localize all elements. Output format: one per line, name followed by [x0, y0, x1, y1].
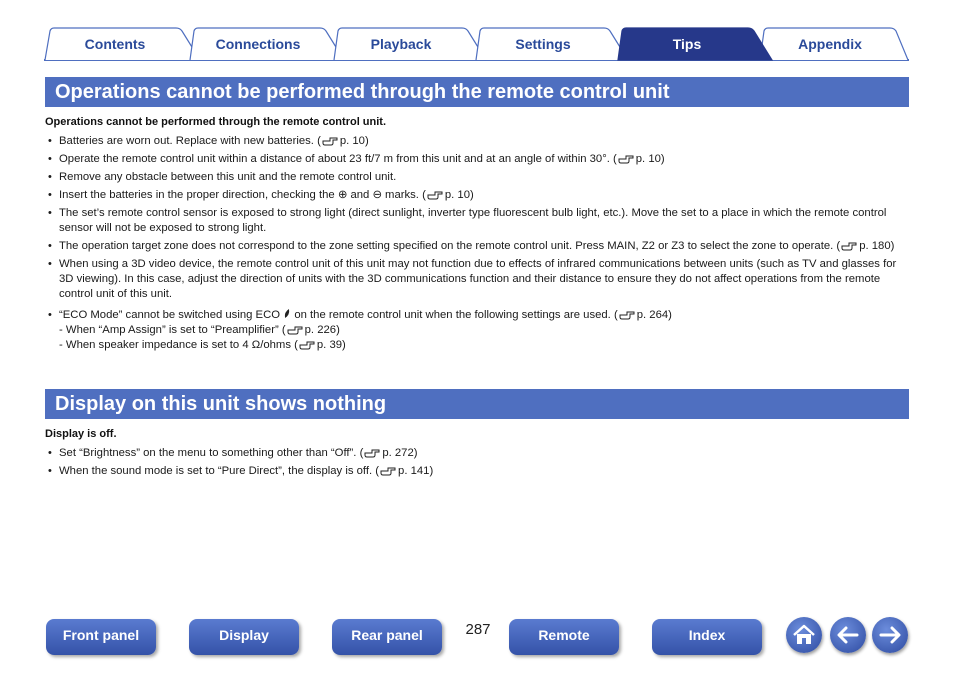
list-item — [45, 188, 909, 203]
list-item — [45, 464, 909, 479]
sub-condition — [59, 338, 909, 353]
page-reference[interactable]: ( p. 10) — [317, 135, 369, 147]
tab-appendix[interactable]: Appendix — [798, 36, 862, 52]
hand-pointer-icon — [619, 309, 635, 320]
page-reference-text: p. 180 — [859, 240, 891, 252]
hand-pointer-icon — [618, 153, 634, 164]
hand-pointer-icon — [841, 240, 857, 251]
bullet-text: Batteries are worn out. Replace with new batteries. — [59, 135, 314, 147]
list-item — [45, 239, 909, 254]
remote-control-bullet-list — [45, 134, 909, 356]
list-item — [45, 446, 909, 461]
hand-pointer-icon — [287, 324, 303, 335]
subheading-display-off: Display is off. — [45, 428, 117, 440]
bullet-text: - When “Amp Assign” is set to “Preamplifier” — [59, 324, 279, 336]
tab-playback[interactable]: Playback — [370, 36, 432, 52]
list-item — [45, 152, 909, 167]
remote-button[interactable]: Remote — [509, 619, 619, 655]
forward-button[interactable] — [872, 617, 908, 653]
bullet-text: and — [350, 189, 370, 201]
page-reference[interactable]: ( p. 180) — [836, 240, 895, 252]
page-reference-text: p. 10 — [635, 153, 661, 165]
hand-pointer-icon — [299, 339, 315, 350]
leaf-icon — [284, 308, 290, 319]
list-item — [45, 134, 909, 149]
page-reference[interactable]: ( p. 264) — [613, 309, 672, 321]
page-reference[interactable]: ( p. 226) — [281, 324, 340, 336]
bullet-text: The set’s remote control sensor is exposed to strong light (direct sunlight, inverter type fluorescent bulb light, etc.). Move the set to a place in which the remote control sensor will not be exposed to strong light. — [59, 207, 887, 234]
hand-pointer-icon — [427, 189, 443, 200]
display-button[interactable]: Display — [189, 619, 299, 655]
page-reference-text: p. 141 — [398, 465, 430, 477]
page-reference-text: p. 10 — [339, 135, 365, 147]
list-item — [45, 170, 909, 185]
page-reference[interactable]: ( p. 272) — [359, 447, 418, 459]
tab-settings[interactable]: Settings — [515, 36, 571, 52]
page-reference-text: p. 10 — [444, 189, 470, 201]
bullet-text: on the remote control unit when the following settings are used. — [294, 309, 611, 321]
hand-pointer-icon — [364, 447, 380, 458]
index-button[interactable]: Index — [652, 619, 762, 655]
subheading-remote-control: Operations cannot be performed through the remote control unit. — [45, 116, 387, 128]
back-button[interactable] — [830, 617, 866, 653]
arrow-right-icon — [872, 617, 908, 653]
page-reference[interactable]: ( p. 10) — [613, 153, 665, 165]
bullet-text: When using a 3D video device, the remote control unit of this unit may not function due to effects of infrared communications between units (such as TV and glasses for 3D viewing). In this case, adjust the direction of units with the 3D communications function and their distance to ensure they do not affect operations from the remote control unit of this unit. — [59, 258, 897, 300]
home-icon — [786, 617, 822, 653]
front-panel-button[interactable]: Front panel — [46, 619, 156, 655]
bullet-text: The operation target zone does not correspond to the zone setting specified on the remote control unit. Press MAIN, Z2 or Z3 to select the zone to operate. — [59, 240, 834, 252]
list-item — [45, 206, 909, 236]
page-reference[interactable]: ( p. 141) — [375, 465, 434, 477]
rear-panel-button[interactable]: Rear panel — [332, 619, 442, 655]
tab-contents[interactable]: Contents — [84, 36, 146, 52]
display-bullet-list — [45, 446, 909, 482]
page-reference-text: p. 264 — [636, 309, 669, 321]
bullet-text: Insert the batteries in the proper direction, checking the — [59, 189, 335, 201]
section-title-remote-control: Operations cannot be performed through the remote control unit — [45, 77, 909, 107]
page-reference-text: p. 226 — [304, 324, 337, 336]
tab-connections[interactable]: Connections — [215, 36, 301, 52]
page-reference-text: p. 272 — [382, 447, 414, 459]
page-reference[interactable]: ( p. 39) — [294, 339, 346, 351]
bullet-text: Set “Brightness” on the menu to something other than “Off”. — [59, 447, 357, 459]
list-item — [45, 308, 909, 353]
tab-bar — [44, 27, 909, 61]
page-number: 287 — [465, 621, 491, 638]
bullet-text: When the sound mode is set to “Pure Direct”, the display is off. — [59, 465, 373, 477]
home-button[interactable] — [786, 617, 822, 653]
bullet-text: “ECO Mode” cannot be switched using ECO — [59, 309, 281, 321]
tab-tips[interactable]: Tips — [672, 36, 702, 52]
plus-mark-icon: ⊕ — [337, 189, 348, 201]
bullet-text: - When speaker impedance is set to 4 Ω/ohms — [59, 339, 291, 351]
hand-pointer-icon — [380, 465, 396, 476]
minus-mark-icon: ⊖ — [372, 189, 382, 201]
bullet-text: marks. — [385, 189, 419, 201]
page-reference-text: p. 39 — [316, 339, 343, 351]
page-reference[interactable]: ( p. 10) — [422, 189, 474, 201]
bullet-text: Operate the remote control unit within a distance of about 23 ft/7 m from this unit and at an angle of within 30°. — [59, 153, 610, 165]
section-title-display-nothing: Display on this unit shows nothing — [45, 389, 909, 419]
bullet-text: Remove any obstacle between this unit and the remote control unit. — [59, 171, 397, 183]
arrow-left-icon — [830, 617, 866, 653]
hand-pointer-icon — [322, 135, 338, 146]
list-item — [45, 257, 909, 302]
sub-condition — [59, 323, 909, 338]
